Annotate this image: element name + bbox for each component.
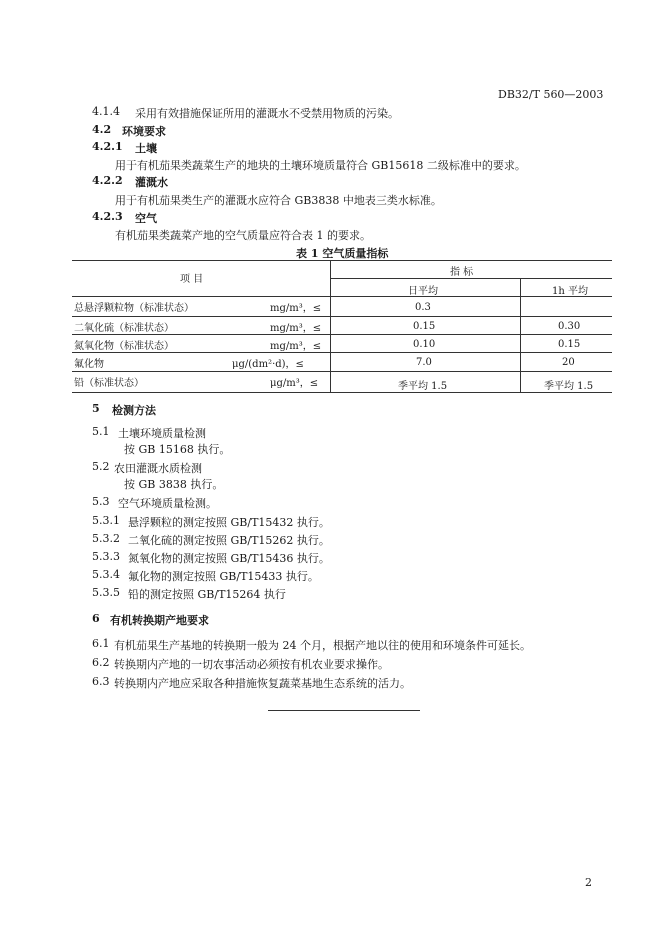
table-row-hourly: 季平均 1.5 — [544, 381, 594, 392]
clause-text: 悬浮颗粒的测定按照 GB/T15432 执行。 — [128, 516, 330, 529]
clause-text: 二氧化硫的测定按照 GB/T15262 执行。 — [128, 534, 330, 547]
clause-text: 空气环境质量检测。 — [118, 497, 217, 510]
table-row-name: 氮氧化物（标准状态） — [74, 341, 174, 352]
end-rule — [268, 710, 420, 711]
table-row-hourly: 0.30 — [558, 321, 581, 332]
table-row-unit: μg/m³，≤ — [270, 378, 319, 389]
table-row-daily: 7.0 — [416, 357, 432, 368]
clause-number: 5.3.2 — [92, 532, 120, 545]
clause-text: 农田灌溉水质检测 — [114, 462, 202, 475]
table-row-name: 氟化物 — [74, 359, 104, 370]
clause-sub: 按 GB 15168 执行。 — [124, 443, 231, 456]
clause-text: 土壤环境质量检测 — [118, 427, 206, 440]
clause-number: 4.2.3 — [92, 210, 123, 223]
table-row-unit: μg/(dm²·d)，≤ — [232, 359, 304, 370]
table-header-daily: 日平均 — [408, 286, 438, 297]
clause-number: 5.3.1 — [92, 514, 120, 527]
table-header-item: 项 目 — [180, 274, 204, 285]
clause-number: 6.1 — [92, 637, 110, 650]
section-title: 有机转换期产地要求 — [110, 614, 209, 627]
section-title: 检测方法 — [112, 404, 156, 417]
clause-number: 5.3.3 — [92, 550, 120, 563]
clause-body: 有机茄果类蔬菜产地的空气质量应符合表 1 的要求。 — [115, 229, 371, 242]
section-title: 环境要求 — [122, 125, 166, 138]
clause-text: 氮氧化物的测定按照 GB/T15436 执行。 — [128, 552, 330, 565]
table-row-unit: mg/m³，≤ — [270, 341, 322, 352]
table-title: 表 1 空气质量指标 — [296, 247, 389, 260]
section-number: 4.2 — [92, 123, 112, 136]
table-row-daily: 季平均 1.5 — [398, 381, 448, 392]
clause-sub: 按 GB 3838 执行。 — [124, 478, 224, 491]
table-row-unit: mg/m³，≤ — [270, 303, 322, 314]
clause-number: 5.1 — [92, 425, 110, 438]
clause-title: 灌溉水 — [135, 176, 168, 189]
clause-number: 5.2 — [92, 460, 110, 473]
table-row-hourly: 20 — [562, 357, 575, 368]
clause-body: 用于有机茄果类蔬菜生产的地块的土壤环境质量符合 GB15618 二级标准中的要求。 — [115, 159, 526, 172]
clause-number: 6.2 — [92, 656, 110, 669]
clause-number: 4.1.4 — [92, 105, 120, 118]
clause-body: 用于有机茄果类生产的灌溉水应符合 GB3838 中地表三类水标准。 — [115, 194, 442, 207]
table-row-unit: mg/m³，≤ — [270, 323, 322, 334]
clause-text: 有机茄果生产基地的转换期一般为 24 个月，根据产地以往的使用和环境条件可延长。 — [114, 639, 531, 652]
clause-number: 4.2.2 — [92, 174, 123, 187]
table-row-name: 二氧化硫（标准状态） — [74, 323, 174, 334]
clause-text: 铅的测定按照 GB/T15264 执行 — [128, 588, 286, 601]
clause-title: 土壤 — [135, 142, 157, 155]
table-header-hourly: 1h 平均 — [552, 286, 588, 297]
section-number: 5 — [92, 402, 100, 415]
table-header-index: 指 标 — [450, 267, 474, 278]
clause-number: 5.3.5 — [92, 586, 120, 599]
table-row-daily: 0.3 — [415, 302, 431, 313]
table-row-name: 总悬浮颗粒物（标准状态） — [74, 303, 194, 314]
table-row-hourly: 0.15 — [558, 339, 581, 350]
document-id: DB32/T 560—2003 — [498, 88, 604, 101]
clause-number: 5.3 — [92, 495, 110, 508]
page-number: 2 — [585, 876, 592, 889]
clause-text: 采用有效措施保证所用的灌溉水不受禁用物质的污染。 — [135, 107, 399, 120]
clause-text: 转换期内产地应采取各种措施恢复蔬菜基地生态系统的活力。 — [114, 677, 411, 690]
clause-number: 5.3.4 — [92, 568, 120, 581]
clause-text: 氟化物的测定按照 GB/T15433 执行。 — [128, 570, 319, 583]
table-row-daily: 0.10 — [413, 339, 436, 350]
table-row-name: 铅（标准状态） — [74, 378, 144, 389]
clause-number: 4.2.1 — [92, 140, 123, 153]
clause-text: 转换期内产地的一切农事活动必须按有机农业要求操作。 — [114, 658, 389, 671]
section-number: 6 — [92, 612, 100, 625]
clause-title: 空气 — [135, 212, 157, 225]
clause-number: 6.3 — [92, 675, 110, 688]
table-row-daily: 0.15 — [413, 321, 436, 332]
